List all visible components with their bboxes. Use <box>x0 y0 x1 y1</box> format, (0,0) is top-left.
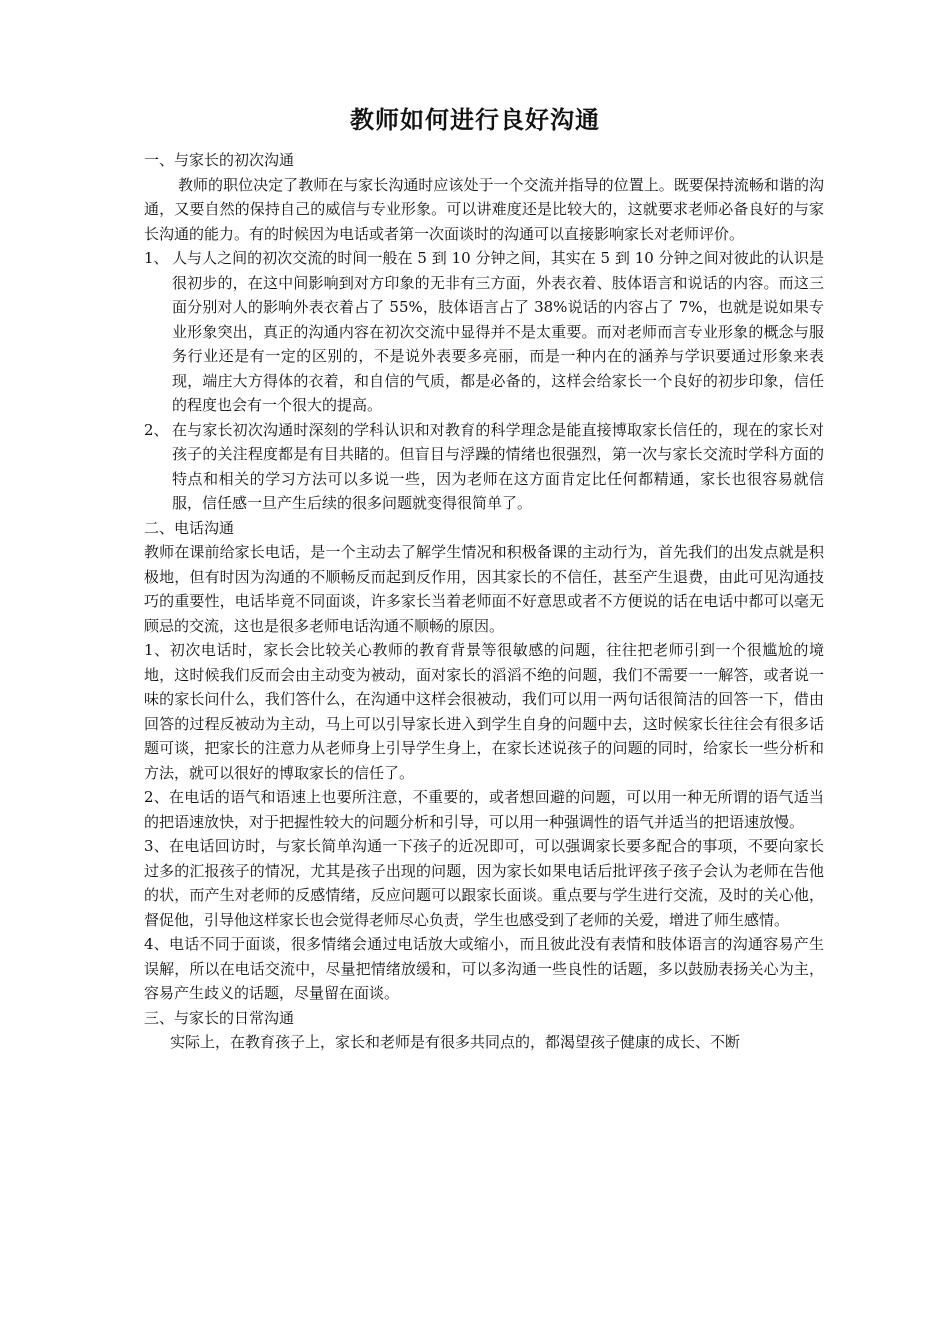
phone-point: 3、在电话回访时，与家长简单沟通一下孩子的近况即可，可以强调家长要多配合的事项，不要向家长过多的汇报孩子的情况，尤其是孩子出现的问题，因为家长如果电话后批评孩子孩子会认为老师在告他的状，而产生对老师的反感情绪，反应问题可以跟家长面谈。重点要与学生进行交流，及时的关心他，督促他，引导他这样家长也会觉得老师尽心负责，学生也感受到了老师的关爱，增进了师生感情。 <box>144 837 824 929</box>
section-heading-phone: 二、电话沟通 <box>144 518 235 537</box>
phone-point: 4、电话不同于面谈，很多情绪会通过电话放大或缩小，而且彼此没有表情和肢体语言的沟通容易产生误解，所以在电话交流中，尽量把情绪放缓和，可以多沟通一些良性的话题，多以鼓励表扬关心为主，容易产生歧义的话题，尽量留在面谈。 <box>144 935 824 1002</box>
list-item-number: 2、 <box>144 420 169 439</box>
list-item-number: 1、 <box>144 249 169 267</box>
phone-point: 1、初次电话时，家长会比较关心教师的教育背景等很敏感的问题，往往把老师引到一个很尴尬的境地，这时候我们反而会由主动变为被动，面对家长的滔滔不绝的问题，我们不需要一一解答，或者说一味的家长问什么，我们答什么，在沟通中这样会很被动，我们可以用一两句话很简洁的回答一下，借由回答的过程反被动为主动，马上可以引导家长进入到学生自身的问题中去，这时候家长往往会有很多话题可谈，把家长的注意力从老师身上引导学生身上，在家长述说孩子的问题的同时，给家长一些分析和方法，就可以很好的博取家长的信任了。 <box>144 641 824 782</box>
section-intro-first-contact: 教师的职位决定了教师在与家长沟通时应该处于一个交流并指导的位置上。既要保持流畅和谐的沟通，又要自然的保持自己的威信与专业形象。可以讲难度还是比较大的，这就要求老师必备良好的与家长沟通的能力。有的时候因为电话或者第一次面谈时的沟通可以直接影响家长对老师评价。 <box>144 175 824 243</box>
section-intro-daily: 实际上，在教育孩子上，家长和老师是有很多共同点的，都渴望孩子健康的成长、不断 <box>170 1033 741 1051</box>
section-heading-daily: 三、与家长的日常沟通 <box>144 1008 295 1027</box>
document-title: 教师如何进行良好沟通 <box>350 105 600 134</box>
section-intro-phone: 教师在课前给家长电话，是一个主动去了解学生情况和积极备课的主动行为，首先我们的出发点就是积极地，但有时因为沟通的不顺畅反而起到反作用，因其家长的不信任，甚至产生退费，由此可见沟通技巧的重要性，电话毕竟不同面谈，许多家长当着老师面不好意思或者不方便说的话在电话中都可以毫无顾忌的交流，这也是很多老师电话沟通不顺畅的原因。 <box>144 543 824 635</box>
document-body <box>144 148 824 1055</box>
list-item-text: 在与家长初次沟通时深刻的学科认识和对教育的科学理念是能直接博取家长信任的，现在的家长对孩子的关注程度都是有目共睹的。但盲目与浮躁的情绪也很强烈，第一次与家长交流时学科方面的特点和相关的学习方法可以多说一些，因为老师在这方面肯定比任何都精通，家长也很容易就信服，信任感一旦产生后续的很多问题就变得很简单了。 <box>172 420 824 512</box>
list-item-text: 人与人之间的初次交流的时间一般在 5 到 10 分钟之间，其实在 5 到 10 分钟之间对彼此的认识是很初步的，在这中间影响到对方印象的无非有三方面，外表衣着、肢体语言和说话的内容。而这三面分别对人的影响外表衣着占了 55%，肢体语言占了 38%说话的内容占了 7%，也就是说如果专业形象突出，真正的沟通内容在初次交流中显得并不是太重要。而对老师而言专业形象的概念与服务行业还是有一定的区别的，不是说外表要多亮丽，而是一种内在的涵养与学识要通过形象来表现，端庄大方得体的衣着，和自信的气质，都是必备的，这样会给家长一个良好的初步印象，信任的程度也会有一个很大的提高。 <box>172 249 824 414</box>
section-heading-first-contact: 一、与家长的初次沟通 <box>144 151 295 169</box>
phone-point: 2、在电话的语气和语速上也要所注意，不重要的，或者想回避的问题，可以用一种无所谓的语气适当的把语速放快，对于把握性较大的问题分析和引导，可以用一种强调性的语气并适当的把语速放慢。 <box>144 788 824 831</box>
list-item <box>144 246 824 418</box>
list-item <box>144 418 824 516</box>
